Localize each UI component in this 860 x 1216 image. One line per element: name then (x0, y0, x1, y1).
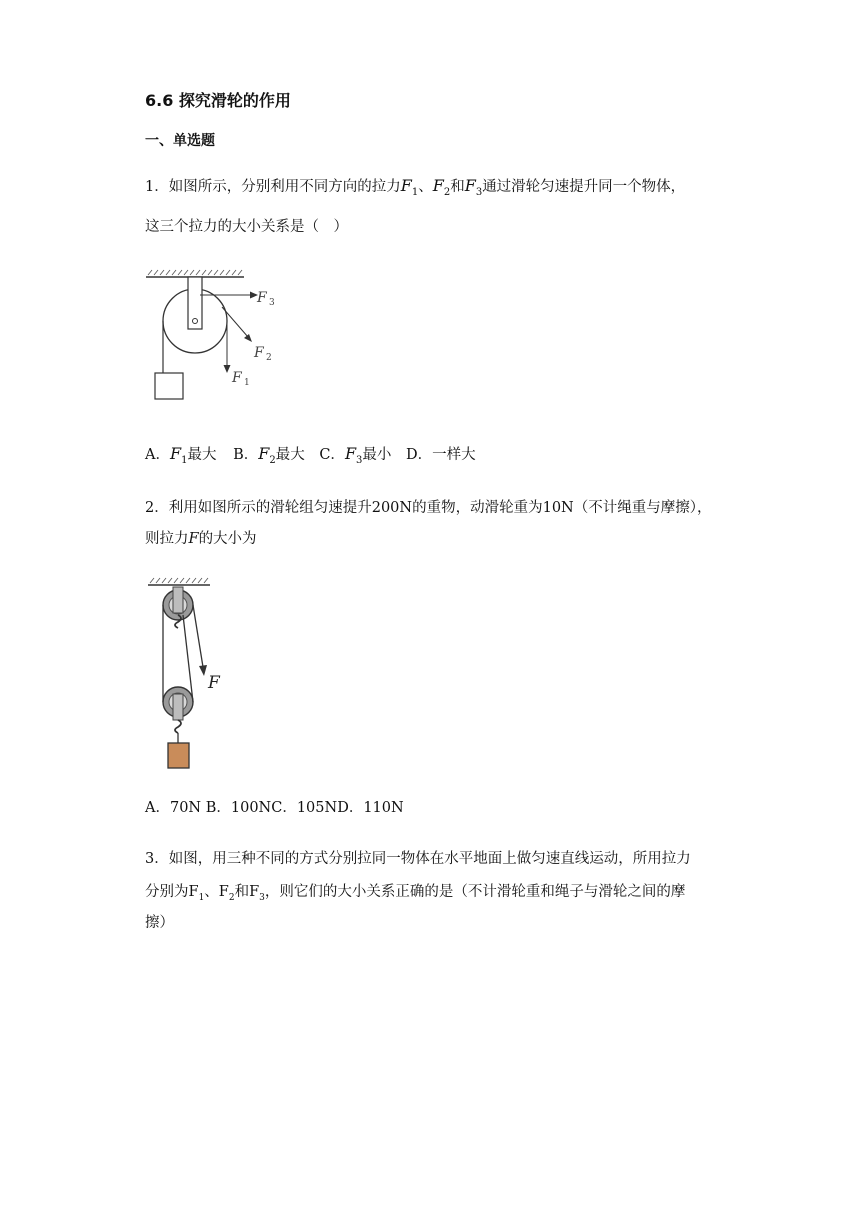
question-1-text-b: 通过滑轮匀速提升同一个物体， (482, 179, 686, 195)
symbol-f1: $F_1$ (400, 176, 419, 199)
fig2-label-f: F (208, 673, 220, 693)
question-2-number: 2． (145, 500, 169, 516)
question-2-line-1: 2．利用如图所示的滑轮组匀速提升200N的重物，动滑轮重为10N（不计绳重与摩擦）， (145, 500, 712, 516)
question-3-line-2: 分别为$F_1$、$F_2$和$F_3$，则它们的大小关系正确的是（不计滑轮重和绳子与滑轮之间的摩 (145, 884, 686, 903)
fig1-label-f3: F (257, 290, 267, 306)
option-b: B．$F_2$最大 (233, 444, 305, 467)
fig1-label-f2: F (254, 345, 264, 361)
figure-pulley-block (140, 575, 250, 775)
svg-text:1: 1 (244, 378, 250, 388)
symbol-f3: $F_3$ (464, 176, 483, 199)
page-title: 6.6 探究滑轮的作用 (145, 91, 291, 110)
question-1-line-2: 这三个拉力的大小关系是（ ） (145, 219, 348, 235)
question-2-options: A．70N B．100NC．105ND．110N (145, 800, 404, 816)
question-1-options (145, 444, 476, 471)
question-2-line-2: 则拉力F的大小为 (145, 531, 257, 547)
svg-text:3: 3 (269, 298, 275, 308)
question-3-line-3: 擦） (145, 915, 174, 931)
question-1-line-1: 1．如图所示，分别利用不同方向的拉力$F_1$、$F_2$和$F_3$通过滑轮匀速提升同一个物体， (145, 176, 686, 199)
svg-text:2: 2 (266, 353, 272, 363)
question-3-number: 3． (145, 851, 169, 867)
fig1-label-f1: F (232, 370, 242, 386)
question-3-line-1: 3．如图，用三种不同的方式分别拉同一物体在水平地面上做匀速直线运动，所用拉力 (145, 851, 691, 867)
variable-f: F (188, 531, 199, 547)
question-1-text-a: 如图所示，分别利用不同方向的拉力 (168, 179, 401, 195)
symbol-f2: $F_2$ (432, 176, 451, 199)
section-heading: 一、单选题 (145, 133, 215, 149)
option-c: C．$F_3$最小 (319, 444, 392, 467)
option-a: A．$F_1$最大 (145, 444, 217, 467)
question-1-number: 1． (145, 179, 169, 195)
figure-fixed-pulley (140, 265, 290, 405)
option-d: D．一样大 (406, 447, 476, 463)
